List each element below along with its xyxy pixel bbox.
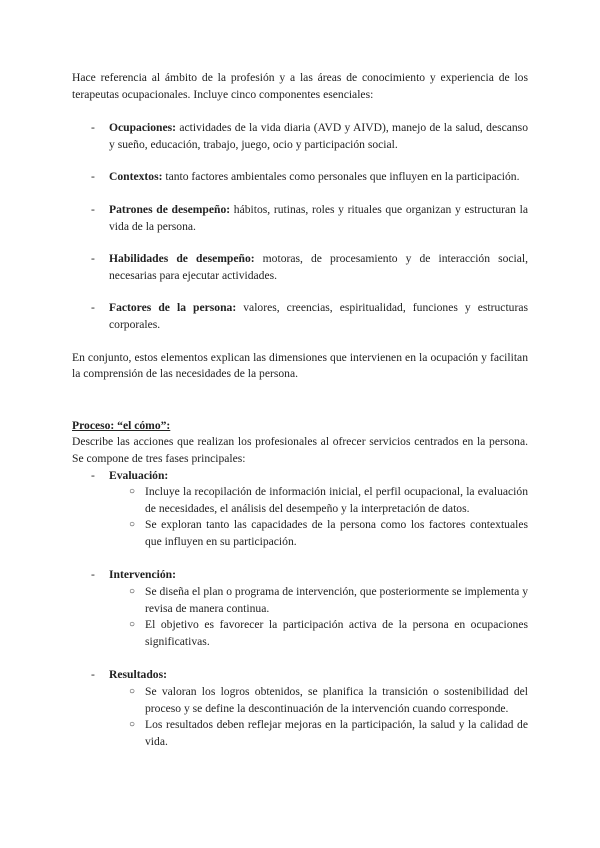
component-title: Habilidades de desempeño: (109, 252, 255, 266)
phase-item (72, 468, 528, 485)
phase-item (72, 567, 528, 584)
process-heading: Proceso: “el cómo”: (72, 418, 171, 432)
subitem-text: Los resultados deben reflejar mejoras en la participación, la salud y la calidad de vida. (145, 718, 528, 748)
dash-bullet: - (91, 668, 95, 682)
phase-title: Intervención: (109, 568, 176, 582)
intro-paragraph: Hace referencia al ámbito de la profesión y a las áreas de conocimiento y experiencia de los terapeutas ocupacionales. Incluye cinco componentes esenciales: (72, 71, 528, 101)
component-text: tanto factores ambientales como personales que influyen en la participación. (162, 170, 520, 184)
phase-subitem (72, 717, 528, 750)
subitem-text: Se exploran tanto las capacidades de la persona como los factores contextuales que influyen en su participación. (145, 518, 528, 548)
component-text: valores, creencias, espiritualidad, funciones y estructuras corporales. (109, 301, 528, 331)
phase-subitem (72, 684, 528, 717)
circle-bullet-icon: ○ (129, 486, 136, 498)
component-title: Ocupaciones: (109, 121, 176, 135)
dash-bullet: - (91, 170, 95, 184)
component-title: Patrones de desempeño: (109, 202, 231, 216)
component-text: motoras, de procesamiento y de interacción social, necesarias para ejecutar actividades. (109, 252, 529, 282)
dash-bullet: - (91, 568, 95, 582)
conclusion-paragraph: En conjunto, estos elementos explican las dimensiones que intervienen en la ocupación y facilitan la comprensión de las necesidades de la persona. (72, 350, 528, 381)
subitem-text: El objetivo es favorecer la participación activa de la persona en ocupaciones significativas. (145, 618, 528, 648)
circle-bullet-icon: ○ (129, 719, 136, 731)
phase-title: Resultados: (109, 668, 167, 682)
subitem-text: Incluye la recopilación de información inicial, el perfil ocupacional, la evaluación de necesidades, el análisis del desempeño y la interpretación de datos. (145, 485, 528, 515)
circle-bullet-icon: ○ (129, 586, 136, 598)
circle-bullet-icon: ○ (129, 619, 136, 631)
component-item (72, 300, 528, 333)
subitem-text: Se valoran los logros obtenidos, se planifica la transición o sostenibilidad del proceso y se define la descontinuación de la intervención cuando corresponde. (145, 685, 528, 715)
component-item (72, 169, 528, 186)
dash-bullet: - (91, 468, 95, 482)
subitem-text: Se diseña el plan o programa de intervención, que posteriormente se implementa y revisa de manera continua. (145, 585, 528, 615)
process-description: Describe las acciones que realizan los profesionales al ofrecer servicios centrados en la persona. Se compone de tres fases principales: (72, 435, 528, 465)
component-title: Factores de la persona: (109, 301, 237, 315)
phase-title: Evaluación: (109, 468, 169, 482)
component-text: actividades de la vida diaria (AVD y AIVD), manejo de la salud, descanso y sueño, educación, trabajo, juego, ocio y participación social. (109, 121, 528, 151)
component-title: Contextos: (109, 170, 163, 184)
component-item (72, 120, 528, 153)
phase-subitem (72, 484, 528, 517)
phase-subitem (72, 517, 528, 550)
phase-subitem (72, 584, 528, 617)
component-text: hábitos, rutinas, roles y rituales que organizan y estructuran la vida de la persona. (109, 202, 528, 233)
circle-bullet-icon: ○ (129, 686, 136, 698)
dash-bullet: - (91, 301, 95, 315)
component-item (72, 202, 528, 235)
dash-bullet: - (91, 202, 95, 216)
component-item (72, 251, 528, 284)
document-page (72, 70, 528, 750)
dash-bullet: - (91, 121, 95, 135)
phase-item (72, 667, 528, 684)
dash-bullet: - (91, 252, 95, 266)
phase-subitem (72, 617, 528, 650)
circle-bullet-icon: ○ (129, 519, 136, 531)
